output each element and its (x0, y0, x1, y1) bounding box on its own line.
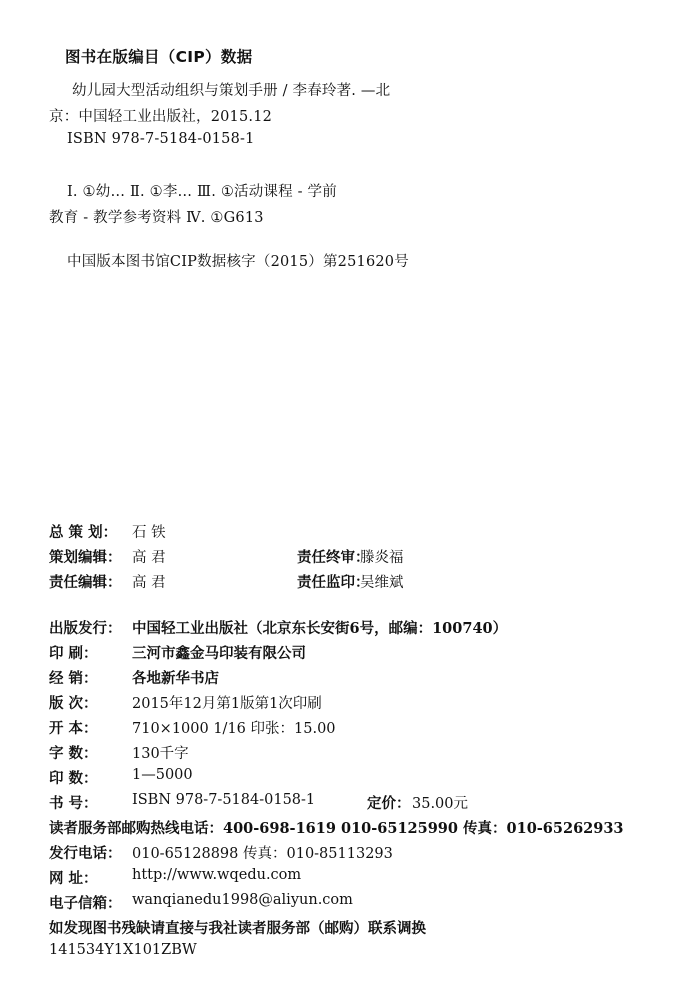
email-label: 电子信箱： (49, 895, 122, 912)
chief-planner-value: 石 铁 (132, 525, 166, 541)
final-review-value: 滕炎福 (360, 550, 404, 566)
printer-value: 三河市鑫金马印装有限公司 (132, 645, 306, 662)
planning-editor-label: 策划编辑： (49, 549, 122, 566)
email-value: wanqianedu1998@aliyun.com (132, 892, 353, 908)
edition-label: 版 次： (49, 695, 98, 712)
word-count-label: 字 数： (49, 745, 98, 762)
responsible-editor-label: 责任编辑： (49, 574, 122, 591)
cip-title: 图书在版编目（CIP）数据 (65, 48, 253, 66)
planning-editor-value: 高 君 (132, 550, 166, 566)
sales-phone-value: 010-65128898 传真：010-85113293 (132, 846, 393, 862)
responsible-editor-value: 高 君 (132, 575, 166, 591)
defect-notice-line: 如发现图书残缺请直接与我社读者服务部（邮购）联系调换 (49, 920, 426, 937)
print-run-label: 印 数： (49, 770, 98, 787)
book-code: 141534Y1X101ZBW (49, 942, 197, 958)
reader-service-line: 读者服务部邮购热线电话：400-698-1619 010-65125990 传真：010-65262933 (49, 820, 624, 837)
print-supervisor-label: 责任监印： (297, 574, 370, 591)
distributor-value: 各地新华书店 (132, 670, 219, 687)
cip-line-1: 幼儿园大型活动组织与策划手册 / 李春玲著. —北 (72, 83, 391, 99)
publisher-label: 出版发行： (49, 620, 122, 637)
price-label: 定价： (367, 795, 411, 812)
cip-line-5: 教育 - 教学参考资料 Ⅳ. ①G613 (49, 210, 264, 226)
publisher-value: 中国轻工业出版社（北京东长安街6号，邮编：100740） (132, 620, 508, 637)
format-value: 710×1000 1/16 印张：15.00 (132, 721, 336, 737)
sales-phone-label: 发行电话： (49, 845, 122, 862)
cip-line-3: ISBN 978-7-5184-0158-1 (67, 131, 255, 147)
final-review-label: 责任终审： (297, 549, 370, 566)
printer-label: 印 刷： (49, 645, 98, 662)
isbn-value: ISBN 978-7-5184-0158-1 (132, 792, 316, 808)
isbn-label: 书 号： (49, 795, 98, 812)
website-value: http://www.wqedu.com (132, 867, 302, 883)
price-value: 35.00元 (412, 796, 469, 812)
print-run-value: 1—5000 (132, 767, 193, 783)
cip-line-6: 中国版本图书馆CIP数据核字（2015）第251620号 (67, 254, 409, 270)
distributor-label: 经 销： (49, 670, 98, 687)
edition-value: 2015年12月第1版第1次印刷 (132, 696, 322, 712)
cip-line-4: Ⅰ. ①幼… Ⅱ. ①李… Ⅲ. ①活动课程 - 学前 (67, 184, 337, 200)
cip-line-2: 京：中国轻工业出版社，2015.12 (49, 109, 273, 125)
website-label: 网 址： (49, 870, 98, 887)
print-supervisor-value: 吴维斌 (360, 575, 404, 591)
chief-planner-label: 总 策 划： (49, 524, 118, 541)
format-label: 开 本： (49, 720, 98, 737)
word-count-value: 130千字 (132, 746, 189, 762)
